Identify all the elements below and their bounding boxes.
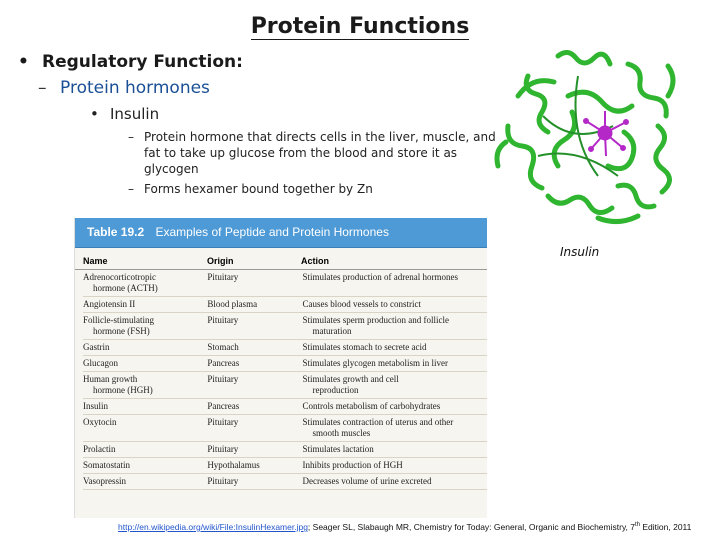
cell-action-text: Inhibits production of HGH xyxy=(302,460,403,470)
cell-action xyxy=(303,476,487,487)
cell-action xyxy=(303,272,487,294)
citation-text-end: Edition, 2011 xyxy=(640,522,692,532)
table-row xyxy=(83,297,487,313)
bullet-dash: – xyxy=(128,182,134,196)
citation-superscript: th xyxy=(635,522,641,529)
cell-name-text: Prolactin xyxy=(83,444,116,454)
table-header-bar xyxy=(75,218,487,248)
cell-action xyxy=(303,315,487,337)
cell-origin-text: Pituitary xyxy=(207,444,239,454)
table-row xyxy=(83,270,487,297)
cell-name xyxy=(83,444,207,455)
cell-name xyxy=(83,460,207,471)
cell-action xyxy=(303,417,487,439)
cell-action-text: Stimulates glycogen metabolism in liver xyxy=(302,358,448,368)
table-row xyxy=(83,442,487,458)
cell-name xyxy=(83,272,207,294)
table-row xyxy=(83,458,487,474)
bullet-insulin-description xyxy=(18,129,498,177)
cell-origin xyxy=(207,444,302,455)
cell-name-continuation: hormone (HGH) xyxy=(93,385,153,395)
cell-name-text: Adrenocorticotropic xyxy=(83,272,156,282)
cell-origin xyxy=(207,401,302,412)
source-link[interactable]: http://en.wikipedia.org/wiki/File:InsulinHexamer.jpg xyxy=(118,522,308,532)
bullet-dot: • xyxy=(18,52,29,72)
bullet-protein-hormones-text: Protein hormones xyxy=(60,78,210,98)
cell-origin xyxy=(207,417,302,439)
cell-origin xyxy=(207,272,302,294)
cell-action-text: Stimulates stomach to secrete acid xyxy=(302,342,427,352)
column-header-action: Action xyxy=(301,256,329,266)
table-row xyxy=(83,356,487,372)
cell-name xyxy=(83,342,207,353)
cell-action-text: Stimulates lactation xyxy=(302,444,374,454)
table-title: Examples of Peptide and Protein Hormones xyxy=(155,225,389,239)
table-body xyxy=(75,270,487,490)
bullet-dash: – xyxy=(38,78,47,98)
cell-name-text: Insulin xyxy=(83,401,109,411)
insulin-hexamer-image xyxy=(488,36,688,236)
bullet-hexamer xyxy=(18,181,498,197)
cell-action xyxy=(303,358,487,369)
cell-origin-text: Blood plasma xyxy=(207,299,258,309)
table-row xyxy=(83,340,487,356)
cell-name-text: Oxytocin xyxy=(83,417,117,427)
cell-origin-text: Pituitary xyxy=(207,417,239,427)
cell-name-text: Vasopressin xyxy=(83,476,126,486)
cell-name-text: Angiotensin II xyxy=(83,299,136,309)
cell-action xyxy=(303,460,487,471)
cell-name xyxy=(83,476,207,487)
cell-name xyxy=(83,299,207,310)
cell-name-text: Somatostatin xyxy=(83,460,130,470)
cell-origin xyxy=(207,476,302,487)
cell-origin-text: Pituitary xyxy=(207,374,239,384)
table-row xyxy=(83,474,487,490)
cell-origin xyxy=(207,358,302,369)
slide-title: Protein Functions xyxy=(250,14,470,39)
bullet-protein-hormones xyxy=(18,78,498,98)
bullet-insulin xyxy=(18,105,498,123)
cell-action xyxy=(303,401,487,412)
cell-name xyxy=(83,358,207,369)
cell-action-continuation: maturation xyxy=(312,326,352,336)
cell-action-text: Causes blood vessels to constrict xyxy=(302,299,422,309)
cell-origin-text: Pituitary xyxy=(207,476,239,486)
table-label: Table 19.2 xyxy=(87,225,145,239)
cell-name-text: Gastrin xyxy=(83,342,110,352)
hormone-table-image xyxy=(74,218,487,518)
cell-name xyxy=(83,374,207,396)
bullet-dot: • xyxy=(90,105,99,123)
bullet-insulin-description-text: Protein hormone that directs cells in the liver, muscle, and fat to take up glucose from the blood and store it as glycogen xyxy=(144,130,496,176)
cell-origin xyxy=(207,315,302,337)
cell-action xyxy=(303,444,487,455)
citation-footer xyxy=(118,522,691,532)
cell-origin-text: Hypothalamus xyxy=(207,460,260,470)
cell-action xyxy=(303,299,487,310)
bullet-list xyxy=(18,52,498,197)
cell-action-continuation: smooth muscles xyxy=(312,428,371,438)
cell-name xyxy=(83,315,207,337)
cell-name-text: Glucagon xyxy=(83,358,118,368)
cell-origin xyxy=(207,374,302,396)
column-header-origin: Origin xyxy=(207,256,234,266)
bullet-dash: – xyxy=(128,130,134,144)
cell-name-text: Human growth xyxy=(83,374,138,384)
bullet-hexamer-text: Forms hexamer bound together by Zn xyxy=(144,182,373,196)
bullet-regulatory-text: Regulatory Function: xyxy=(42,52,243,72)
cell-name xyxy=(83,417,207,439)
cell-action-text: Decreases volume of urine excreted xyxy=(302,476,432,486)
cell-action xyxy=(303,342,487,353)
cell-name-continuation: hormone (ACTH) xyxy=(93,283,158,293)
bullet-regulatory xyxy=(18,52,498,72)
cell-action-text: Stimulates contraction of uterus and other xyxy=(302,417,454,427)
cell-name-text: Follicle-stimulating xyxy=(83,315,154,325)
table-row xyxy=(83,399,487,415)
table-column-headers xyxy=(75,248,487,270)
column-header-name: Name xyxy=(83,256,108,266)
cell-origin xyxy=(207,299,302,310)
table-row xyxy=(83,415,487,442)
cell-origin-text: Pituitary xyxy=(207,272,239,282)
cell-action-text: Stimulates sperm production and follicle xyxy=(302,315,449,325)
cell-origin xyxy=(207,342,302,353)
cell-origin-text: Pancreas xyxy=(207,401,240,411)
cell-action-text: Stimulates growth and cell xyxy=(302,374,399,384)
cell-action-continuation: reproduction xyxy=(312,385,359,395)
cell-name xyxy=(83,401,207,412)
cell-origin-text: Pancreas xyxy=(207,358,240,368)
citation-text: ; Seager SL, Slabaugh MR, Chemistry for Today: General, Organic and Biochemistry, 7 xyxy=(307,522,636,532)
bullet-insulin-text: Insulin xyxy=(110,105,160,123)
table-row xyxy=(83,372,487,399)
cell-origin-text: Stomach xyxy=(207,342,239,352)
cell-origin-text: Pituitary xyxy=(207,315,239,325)
image-caption: Insulin xyxy=(560,245,600,259)
cell-action xyxy=(303,374,487,396)
cell-origin xyxy=(207,460,302,471)
cell-action-text: Stimulates production of adrenal hormones xyxy=(302,272,458,282)
cell-name-continuation: hormone (FSH) xyxy=(93,326,150,336)
table-row xyxy=(83,313,487,340)
cell-action-text: Controls metabolism of carbohydrates xyxy=(302,401,441,411)
